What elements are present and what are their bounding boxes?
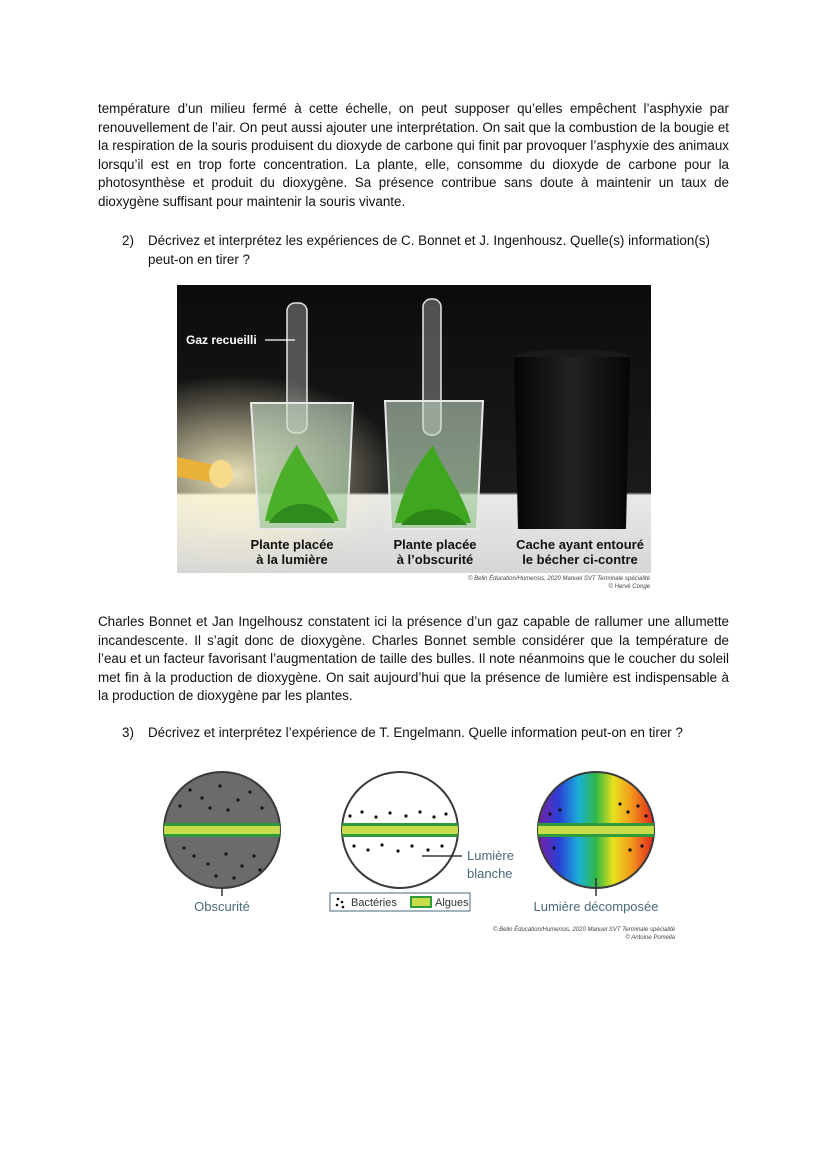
- caption-light-1: Plante placée: [250, 537, 334, 552]
- label-white-light-1: Lumière: [467, 848, 514, 863]
- caption-dark-1: Plante placée: [393, 537, 477, 552]
- legend-bacteria: Bactéries: [351, 897, 397, 909]
- caption-cover-2: le bécher ci-contre: [522, 552, 638, 567]
- question-text: Décrivez et interprétez les expériences de C. Bonnet et J. Ingenhousz. Quelle(s) information(s) peut-on en tirer ?: [148, 233, 710, 267]
- question-number: 3): [122, 725, 134, 740]
- label-darkness: Obscurité: [194, 899, 250, 914]
- label-spectrum: Lumière décomposée: [533, 899, 659, 914]
- legend-algae: Algues: [435, 897, 469, 909]
- caption-light-2: à la lumière: [256, 552, 328, 567]
- question-3: [122, 724, 729, 743]
- gas-label: Gaz recueilli: [186, 333, 257, 347]
- question-2: [122, 232, 729, 269]
- label-white-light-2: blanche: [467, 866, 513, 881]
- engelmann-diagram: [150, 760, 690, 940]
- question-number: 2): [122, 233, 134, 248]
- paragraph-bonnet: Charles Bonnet et Jan Ingelhousz constatent ici la présence d’un gaz capable de rallumer une allumette incandescente. Il s’agit donc de dioxygène. Charles Bonnet semble considérer que la température de l’eau et un facteur favorisant l’augmentation de taille des bulles. Il note néanmoins que le coucher du soleil met fin à la production de dioxygène. On sait aujourd’hui que la présence de lumière est indispensable à la production de dioxygène par les plantes.: [98, 614, 729, 704]
- beaker-experiment-photo: [177, 285, 651, 573]
- caption-dark-2: à l’obscurité: [396, 552, 474, 567]
- question-text: Décrivez et interprétez l’expérience de T. Engelmann. Quelle information peut-on en tirer ?: [148, 725, 683, 740]
- caption-cover-1: Cache ayant entouré: [516, 537, 644, 552]
- paragraph-intro: température d’un milieu fermé à cette échelle, on peut supposer qu’elles empêchent l’asphyxie par renouvellement de l’air. On peut aussi ajouter une interprétation. On sait que la combustion de la bougie et la respiration de la souris produisent du dioxyde de carbone qui finit par provoquer l’asphyxie des animaux lorsqu’il est en trop forte concentration. La plante, elle, consomme du dioxyde de carbone pour la photosynthèse et produit du dioxygène. Sa présence contribue sans doute à maintenir un taux de dioxygène suffisant pour maintenir la souris vivante.: [98, 101, 729, 209]
- figure1-credit: © Belin Éducation/Humensis, 2020 Manuel SVT Terminale spécialité © Hervé Conge: [468, 576, 650, 590]
- figure2-credit: © Belin Éducation/Humensis, 2020 Manuel SVT Terminale spécialité © Antoine Pomella: [493, 927, 675, 941]
